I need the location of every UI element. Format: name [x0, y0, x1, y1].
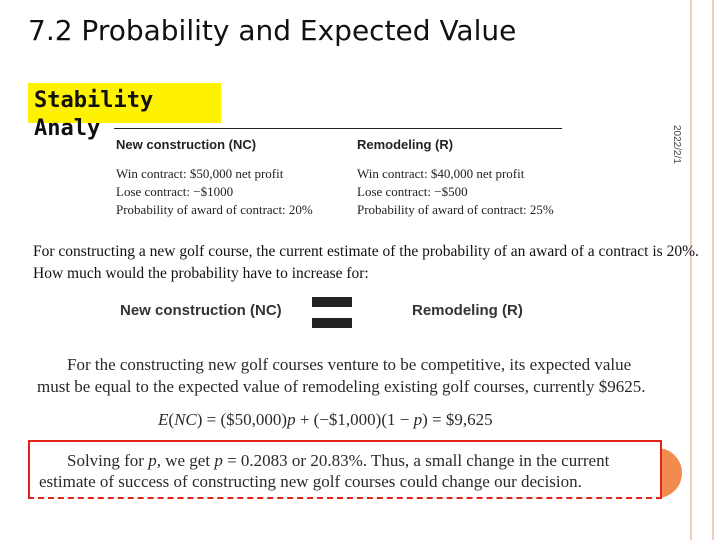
- slide-date: 2022/2/1: [671, 125, 682, 164]
- explanation-line-1: For the constructing new golf courses venture to be competitive, its expected value: [67, 355, 632, 374]
- eq-fn: E: [158, 410, 169, 429]
- solution-rest: = 0.2083 or 20.83%. Thus, a small change in the current: [227, 451, 610, 470]
- subtitle-line-1: Stability: [34, 88, 154, 113]
- r-probability: Probability of award of contract: 25%: [357, 202, 554, 217]
- eq-result: $9,625: [445, 410, 493, 429]
- nc-probability: Probability of award of contract: 20%: [116, 202, 313, 217]
- nc-win: Win contract: $50,000 net profit: [116, 166, 284, 181]
- solution-var1: p: [148, 451, 157, 470]
- eq-term2: (−$1,000)(1 −: [313, 410, 410, 429]
- r-heading: Remodeling (R): [357, 137, 454, 152]
- solution-prefix: Solving for: [67, 451, 144, 470]
- nc-heading: New construction (NC): [116, 137, 257, 152]
- eq-term1: ($50,000): [220, 410, 288, 429]
- solution-box: [28, 440, 662, 499]
- table-top-rule: [114, 128, 562, 129]
- explanation-line-2: must be equal to the expected value of remodeling existing golf courses, currently $9625.: [37, 377, 646, 396]
- solution-mid: , we get: [156, 451, 211, 470]
- contract-table: [100, 128, 580, 220]
- eq-p2: p: [413, 410, 423, 429]
- equals-sign-bottom-bar: [312, 318, 352, 328]
- nc-lose: Lose contract: −$1000: [116, 184, 234, 199]
- solution-line-2: estimate of success of constructing new golf courses could change our decision.: [39, 472, 582, 491]
- expected-value-equation: E(NC) = ($50,000)p + (−$1,000)(1 − p) = $9,625: [158, 410, 493, 429]
- solution-var2: p: [214, 451, 223, 470]
- table-column-r: [357, 136, 554, 219]
- slide-title: 7.2 Probability and Expected Value: [28, 14, 517, 47]
- explanation: [37, 354, 677, 398]
- subtitle-line-2: Analy: [34, 116, 101, 141]
- comparison-left: New construction (NC): [120, 302, 282, 319]
- comparison-right: Remodeling (R): [412, 302, 523, 319]
- equals-sign-top-bar: [312, 297, 352, 307]
- question-text: For constructing a new golf course, the current estimate of the probability of an award of a contract is 20%. How much would the probability have to increase for:: [33, 243, 699, 282]
- eq-p1: p: [287, 410, 296, 429]
- solution-text: [39, 450, 653, 492]
- table-column-nc: [116, 136, 313, 219]
- r-lose: Lose contract: −$500: [357, 184, 468, 199]
- eq-arg: NC: [174, 410, 197, 429]
- r-win: Win contract: $40,000 net profit: [357, 166, 525, 181]
